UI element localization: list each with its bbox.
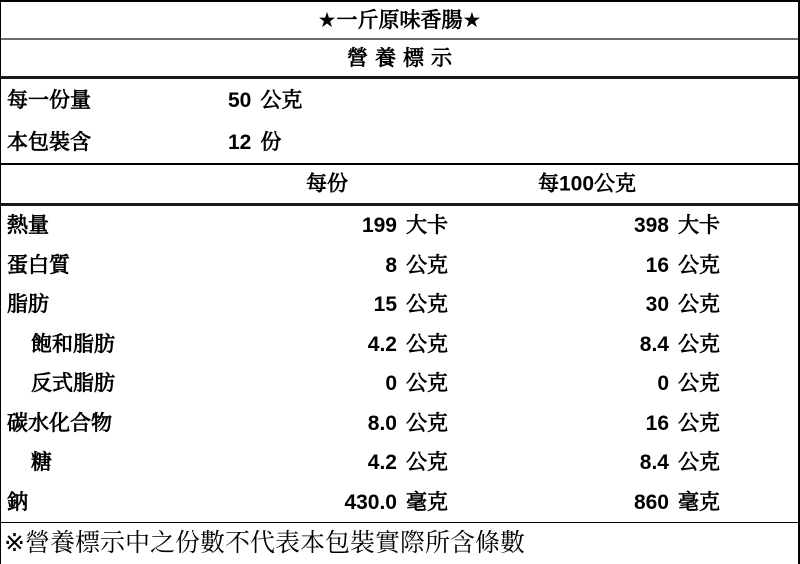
per-serving-cell: [261, 334, 448, 355]
per-serving-value: 0: [385, 372, 397, 396]
per-100g-cell: [448, 413, 798, 434]
per-100g-value: 0: [657, 372, 669, 396]
column-header-row: [1, 165, 798, 206]
column-header-per-100g: 每100公克: [538, 172, 637, 196]
product-title-row: [1, 2, 798, 40]
per-serving-value: 199: [361, 214, 397, 238]
per-serving-cell: [261, 294, 448, 315]
table-row-carbohydrate: [1, 404, 798, 444]
per-100g-cell: [448, 255, 798, 276]
nutrient-label: 碳水化合物: [7, 411, 112, 435]
per-serving-cell: [261, 452, 448, 473]
nutrient-table: [1, 206, 798, 523]
per-100g-unit: 大卡: [678, 214, 720, 238]
serving-size-unit: 公克: [260, 88, 303, 112]
nutrient-label: 熱量: [7, 214, 49, 238]
table-row-protein: [1, 246, 798, 286]
per-serving-unit: 公克: [406, 451, 448, 475]
per-100g-value: 30: [645, 293, 669, 317]
serving-info-section: [1, 79, 798, 165]
per-serving-unit: 公克: [406, 253, 448, 277]
nutrient-label: 糖: [31, 451, 52, 475]
per-100g-unit: 公克: [678, 411, 720, 435]
servings-per-package-row: [1, 121, 798, 163]
per-100g-cell: [448, 492, 798, 513]
per-serving-cell: [261, 492, 448, 513]
per-100g-unit: 毫克: [678, 490, 720, 514]
nutrition-label-heading: 營養標示: [347, 46, 459, 70]
servings-per-package-label: 本包裝含: [7, 130, 91, 154]
per-serving-unit: 公克: [406, 411, 448, 435]
table-row-calories: [1, 206, 798, 246]
per-serving-value: 430.0: [344, 490, 397, 514]
per-100g-cell: [448, 215, 798, 236]
per-serving-unit: 公克: [406, 332, 448, 356]
serving-size-label: 每一份量: [7, 88, 91, 112]
per-serving-value: 8.0: [367, 411, 397, 435]
per-serving-value: 8: [385, 253, 397, 277]
per-100g-unit: 公克: [678, 253, 720, 277]
per-100g-unit: 公克: [678, 451, 720, 475]
per-serving-unit: 公克: [406, 372, 448, 396]
per-100g-value: 8.4: [639, 332, 669, 356]
per-serving-cell: [261, 255, 448, 276]
table-row-fat: [1, 285, 798, 325]
per-100g-unit: 公克: [678, 372, 720, 396]
per-serving-unit: 大卡: [406, 214, 448, 238]
table-row-saturated-fat: [1, 325, 798, 365]
per-serving-unit: 公克: [406, 293, 448, 317]
nutrient-label: 蛋白質: [7, 253, 70, 277]
per-100g-cell: [448, 294, 798, 315]
table-row-trans-fat: [1, 364, 798, 404]
per-serving-value: 15: [373, 293, 397, 317]
per-serving-cell: [261, 215, 448, 236]
column-header-per-serving: 每份: [306, 172, 348, 196]
per-serving-value: 4.2: [367, 451, 397, 475]
per-serving-value: 4.2: [367, 332, 397, 356]
nutrient-label: 脂肪: [7, 293, 49, 317]
servings-per-package-unit: 份: [260, 130, 282, 154]
serving-size-row: [1, 79, 798, 121]
footnote-row: [1, 523, 798, 563]
nutrient-label: 反式脂肪: [31, 372, 115, 396]
serving-size-value: 50: [228, 88, 252, 112]
per-100g-value: 8.4: [639, 451, 669, 475]
per-100g-unit: 公克: [678, 332, 720, 356]
table-row-sodium: [1, 483, 798, 523]
per-100g-value: 16: [645, 411, 669, 435]
per-serving-cell: [261, 373, 448, 394]
per-100g-cell: [448, 334, 798, 355]
nutrient-label: 飽和脂肪: [31, 332, 115, 356]
servings-per-package-value: 12: [228, 130, 252, 154]
per-100g-value: 860: [633, 490, 669, 514]
per-100g-cell: [448, 452, 798, 473]
footnote-text: ※營養標示中之份數不代表本包裝實際所含條數: [4, 528, 525, 557]
nutrition-label-heading-row: [1, 40, 798, 79]
per-serving-cell: [261, 413, 448, 434]
table-row-sugar: [1, 443, 798, 483]
nutrient-label: 鈉: [7, 490, 28, 514]
per-serving-unit: 毫克: [406, 490, 448, 514]
per-100g-cell: [448, 373, 798, 394]
per-100g-value: 16: [645, 253, 669, 277]
per-100g-unit: 公克: [678, 293, 720, 317]
per-100g-value: 398: [633, 214, 669, 238]
product-title: ★一斤原味香腸★: [317, 8, 482, 32]
